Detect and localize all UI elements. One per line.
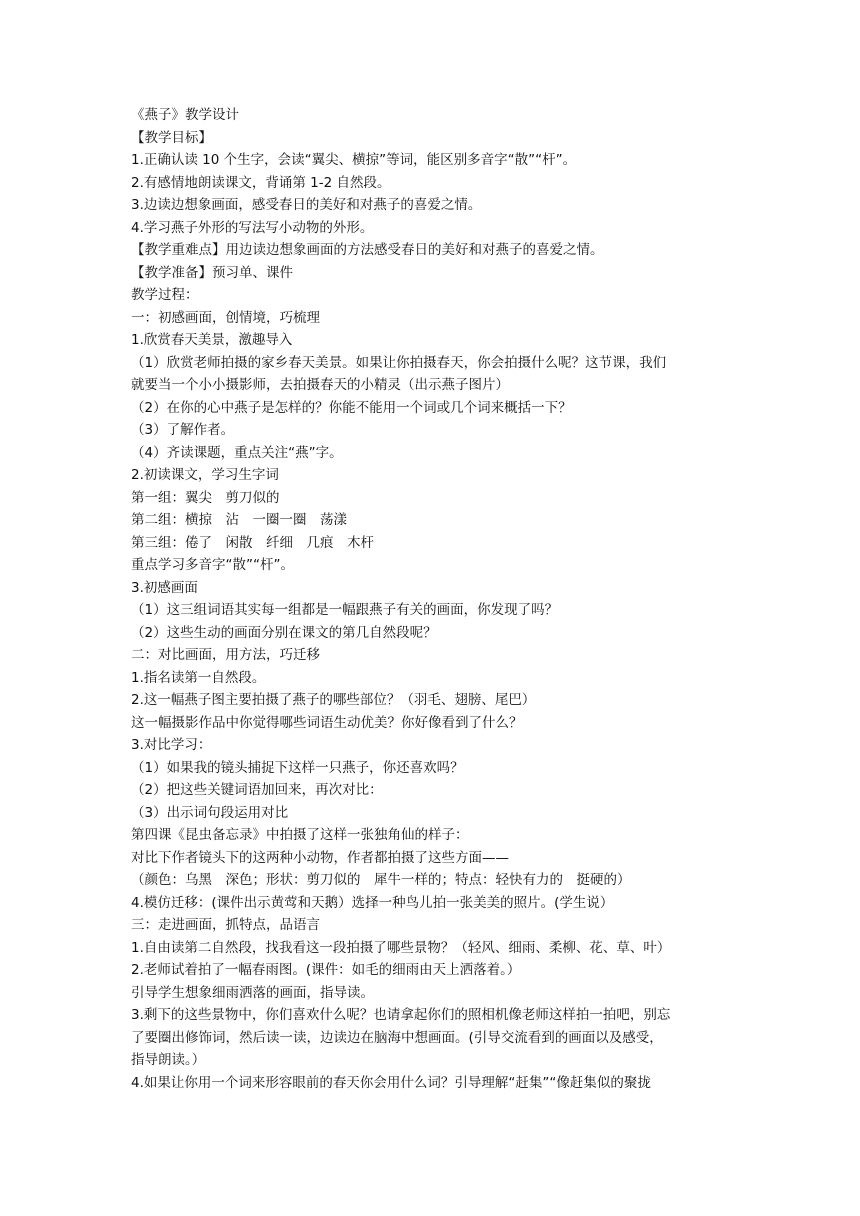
text-line: 3.剩下的这些景物中，你们喜欢什么呢？也请拿起你们的照相机像老师这样拍一拍吧，别忘 <box>131 1007 671 1023</box>
word-group: 第三组：倦了 闲散 纤细 几痕 木杆 <box>131 534 374 551</box>
objective-item: 3.边读边想象画面，感受春日的美好和对燕子的喜爱之情。 <box>131 197 482 213</box>
text-line: 这一幅摄影作品中你觉得哪些词语生动优美？你好像看到了什么？ <box>131 714 523 731</box>
text-line: 引导学生想象细雨洒落的画面，指导读。 <box>131 984 374 1001</box>
section-heading-objectives: 【教学目标】 <box>131 129 212 146</box>
text-line: 对比下作者镜头下的这两种小动物，作者都拍摄了这些方面—— <box>131 849 509 866</box>
text-line: 了要圈出修饰词，然后读一读，边读边在脑海中想画面。(引导交流看到的画面以及感受， <box>131 1029 663 1046</box>
teaching-preparation: 【教学准备】预习单、课件 <box>131 264 293 281</box>
text-line: 4.如果让你用一个词来形容眼前的春天你会用什么词？引导理解“赶集”“像赶集似的聚拢 <box>131 1074 651 1091</box>
text-line: 指导朗读。） <box>131 1052 206 1068</box>
text-line: （颜色：乌黑 深色；形状：剪刀似的 犀牛一样的；特点：轻快有力的 挺硬的） <box>131 872 631 888</box>
key-difficulty: 【教学重难点】用边读边想象画面的方法感受春日的美好和对燕子的喜爱之情。 <box>131 242 604 258</box>
word-group: 第一组：翼尖 剪刀似的 <box>131 489 280 506</box>
document-body <box>131 104 741 1094</box>
process-heading: 教学过程： <box>131 287 199 303</box>
text-line: 2.这一幅燕子图主要拍摄了燕子的哪些部位？（羽毛、翅膀、尾巴） <box>131 692 536 708</box>
text-line: 2.初读课文，学习生字词 <box>131 467 279 483</box>
text-line: （3）了解作者。 <box>131 422 235 438</box>
text-line: （3）出示词句段运用对比 <box>131 804 289 821</box>
doc-title: 《燕子》教学设计 <box>131 107 239 123</box>
text-line: 1.指名读第一自然段。 <box>131 669 266 686</box>
text-line: （2）这些生动的画面分别在课文的第几自然段呢？ <box>131 624 437 641</box>
text-line: 就要当一个小小摄影师，去拍摄春天的小精灵（出示燕子图片） <box>131 377 509 393</box>
objective-item: 1.正确认读 10 个生字，会读“翼尖、横掠”等词，能区别多音字“散”“杆”。 <box>131 152 577 168</box>
text-line: 1.自由读第二自然段，找我看这一段拍摄了哪些景物？（轻风、细雨、柔柳、花、草、叶） <box>131 939 671 956</box>
text-line: 重点学习多音字“散”“杆”。 <box>131 557 294 573</box>
text-line: 4.模仿迁移：(课件出示黄莺和天鹅）选择一种鸟儿拍一张美美的照片。(学生说） <box>131 894 614 911</box>
text-line: 3.对比学习： <box>131 737 212 753</box>
text-line: （1）欣赏老师拍摄的家乡春天美景。如果让你拍摄春天，你会拍摄什么呢？这节课，我们 <box>131 354 667 371</box>
text-line: （2）在你的心中燕子是怎样的？你能不能用一个词或几个词来概括一下？ <box>131 399 572 416</box>
text-line: （4）齐读课题，重点关注“燕”字。 <box>131 444 343 461</box>
objective-item: 2.有感情地朗读课文，背诵第 1-2 自然段。 <box>131 174 391 191</box>
part-two-heading: 二：对比画面，用方法，巧迁移 <box>131 647 320 663</box>
objective-item: 4.学习燕子外形的写法写小动物的外形。 <box>131 219 374 236</box>
text-line: 第四课《昆虫备忘录》中拍摄了这样一张独角仙的样子： <box>131 827 469 843</box>
text-line: （1）这三组词语其实每一组都是一幅跟燕子有关的画面，你发现了吗？ <box>131 602 559 618</box>
text-line: （1）如果我的镜头捕捉下这样一只燕子，你还喜欢吗？ <box>131 759 464 776</box>
text-line: 1.欣赏春天美景，激趣导入 <box>131 332 293 348</box>
text-line: 2.老师试着拍了一幅春雨图。(课件：如毛的细雨由天上洒落着。） <box>131 962 521 978</box>
part-one-heading: 一：初感画面，创情境，巧梳理 <box>131 309 320 326</box>
text-line: （2）把这些关键词语加回来，再次对比： <box>131 782 383 798</box>
word-group: 第二组：横掠 沾 一圈一圈 荡漾 <box>131 512 347 528</box>
text-line: 3.初感画面 <box>131 579 198 596</box>
part-three-heading: 三：走进画面，抓特点，品语言 <box>131 917 320 933</box>
